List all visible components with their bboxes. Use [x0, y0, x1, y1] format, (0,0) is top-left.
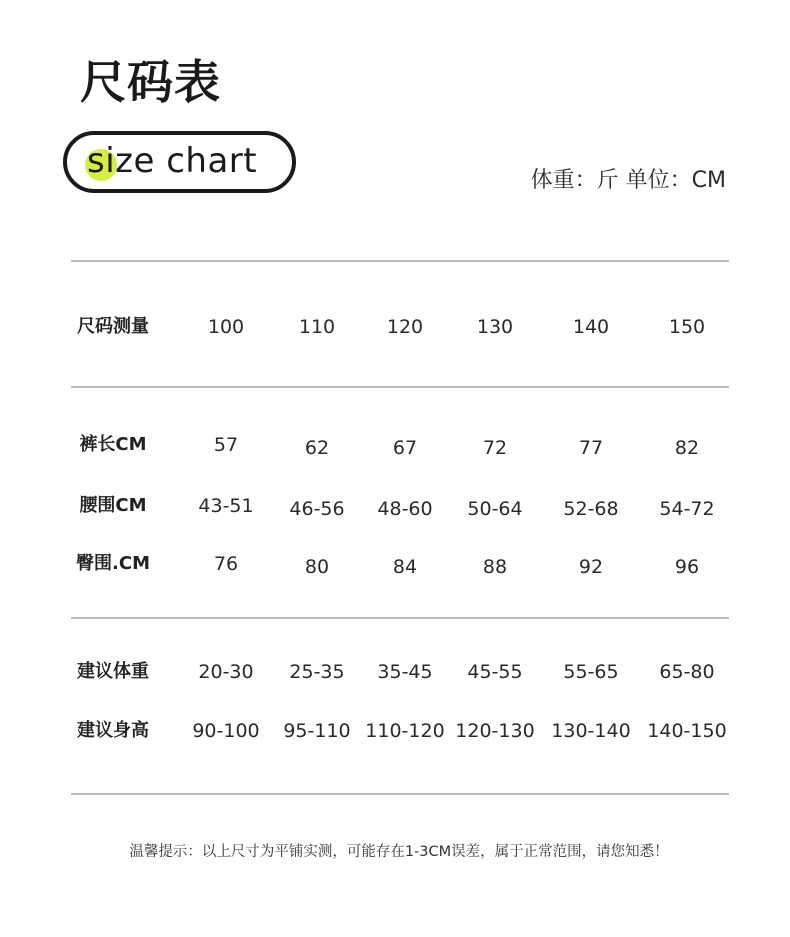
- table-row: [0, 491, 790, 521]
- table-cell: 96: [674, 556, 700, 578]
- table-cell: 110-120: [365, 720, 445, 742]
- divider-measurements: [71, 617, 729, 619]
- table-cell: 90-100: [192, 720, 260, 742]
- table-cell: 76: [213, 553, 239, 575]
- table-cell: 57: [213, 434, 239, 456]
- size-column-header: 150: [668, 316, 706, 338]
- table-cell: 67: [392, 437, 418, 459]
- table-cell: 50-64: [467, 498, 523, 520]
- notice-text: 温馨提示：以上尺寸为平铺实测，可能存在1-3CM误差，属于正常范围，请您知悉！: [129, 844, 669, 860]
- table-cell: 43-51: [198, 495, 254, 517]
- table-cell: 95-110: [283, 720, 351, 742]
- table-cell: 45-55: [467, 661, 523, 683]
- table-cell: 92: [578, 556, 604, 578]
- row-label: 建议体重: [77, 661, 149, 682]
- size-column-header: 110: [298, 316, 336, 338]
- size-column-header: 120: [386, 316, 424, 338]
- table-row: [0, 657, 790, 687]
- table-row: [0, 430, 790, 460]
- table-cell: 77: [578, 437, 604, 459]
- table-cell: 48-60: [377, 498, 433, 520]
- size-column-header: 100: [207, 316, 245, 338]
- table-cell: 65-80: [659, 661, 715, 683]
- row-label: 腰围CM: [79, 495, 147, 516]
- table-cell: 140-150: [647, 720, 727, 742]
- divider-header: [71, 386, 729, 388]
- table-cell: 20-30: [198, 661, 254, 683]
- size-column-header: 130: [476, 316, 514, 338]
- table-cell: 35-45: [377, 661, 433, 683]
- divider-top: [71, 260, 729, 262]
- table-cell: 25-35: [289, 661, 345, 683]
- table-cell: 84: [392, 556, 418, 578]
- table-cell: 80: [304, 556, 330, 578]
- table-cell: 54-72: [659, 498, 715, 520]
- table-cell: 130-140: [551, 720, 631, 742]
- table-cell: 120-130: [455, 720, 535, 742]
- size-column-header: 140: [572, 316, 610, 338]
- page-title: 尺码表: [80, 55, 221, 109]
- table-cell: 88: [482, 556, 508, 578]
- table-cell: 46-56: [289, 498, 345, 520]
- row-label: 裤长CM: [79, 434, 147, 455]
- table-cell: 62: [304, 437, 330, 459]
- table-cell: 72: [482, 437, 508, 459]
- table-cell: 55-65: [563, 661, 619, 683]
- row-label: 建议身高: [77, 720, 149, 741]
- size-chart-badge: [63, 131, 296, 193]
- table-row: [0, 549, 790, 579]
- units-note: 体重：斤 单位：CM: [530, 168, 726, 193]
- table-row: [0, 716, 790, 746]
- table-cell: 52-68: [563, 498, 619, 520]
- divider-bottom: [71, 793, 729, 795]
- size-header-label: 尺码测量: [77, 316, 149, 337]
- table-cell: 82: [674, 437, 700, 459]
- size-header-row: [0, 312, 790, 342]
- row-label: 臀围.CM: [76, 553, 150, 574]
- size-chart-badge-text: size chart: [87, 141, 258, 181]
